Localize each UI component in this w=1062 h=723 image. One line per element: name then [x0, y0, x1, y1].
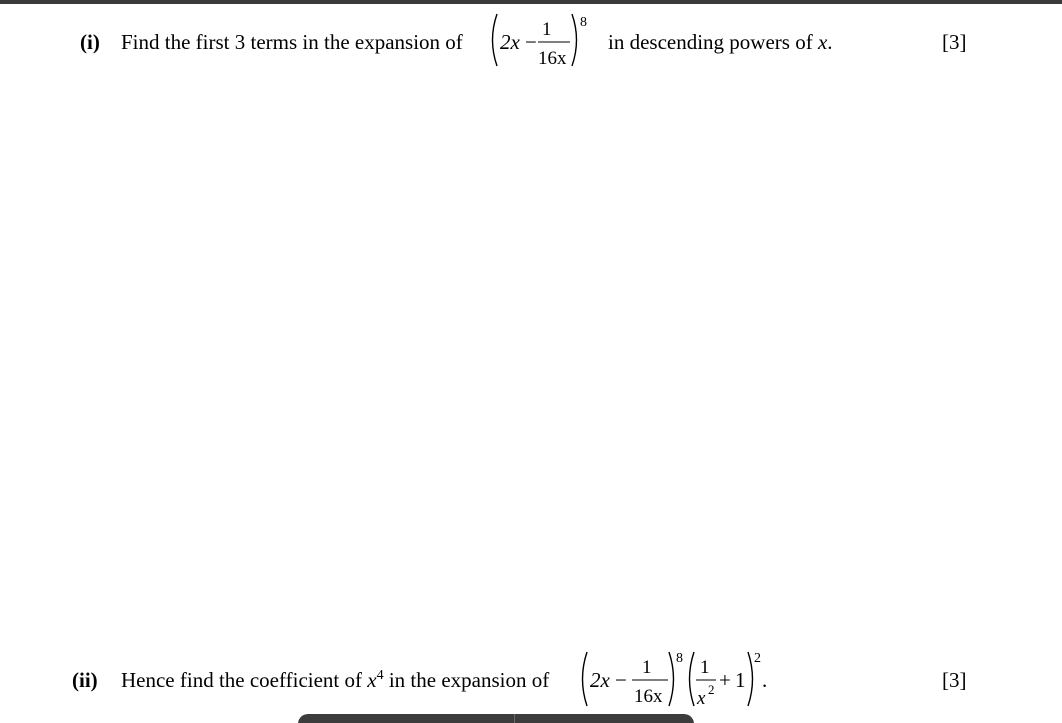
term-2x: 2x	[500, 30, 520, 54]
part-ii-power: 4	[376, 668, 384, 683]
fraction-numerator-1: 1	[642, 657, 652, 678]
plus-sign: +	[719, 668, 731, 692]
part-ii-marks: [3]	[942, 668, 967, 692]
part-i-period: .	[827, 30, 833, 54]
constant-one: 1	[735, 668, 746, 692]
fraction-numerator-2: 1	[700, 657, 710, 678]
minus-sign: −	[615, 668, 627, 692]
part-i-expression	[486, 4, 596, 72]
denominator-2-power: 2	[708, 682, 715, 697]
part-ii-text-before-words: Hence find the coefficient of	[121, 668, 362, 692]
fraction-numerator: 1	[542, 19, 552, 40]
part-ii-expression	[576, 642, 776, 712]
expression-period: .	[762, 668, 768, 692]
part-i-text-after-words: in descending powers of	[608, 30, 813, 54]
exponent-1: 8	[676, 651, 683, 666]
right-paren-2	[748, 652, 753, 706]
fraction-denominator-2: x	[697, 688, 706, 709]
bottom-toolbar[interactable]	[298, 714, 694, 723]
part-i-marks: [3]	[942, 30, 967, 54]
minus-sign: −	[525, 30, 537, 54]
part-i-variable: x	[817, 30, 828, 54]
part-ii-number: (ii)	[72, 668, 98, 692]
exponent-2: 2	[754, 651, 761, 666]
part-i-text-before: Find the first 3 terms in the expansion of	[121, 30, 463, 54]
term-2x: 2x	[590, 668, 610, 692]
left-paren-1	[583, 652, 588, 706]
exponent: 8	[580, 15, 587, 30]
fraction-denominator: 16x	[538, 48, 567, 69]
part-i-text-after	[608, 30, 833, 55]
left-paren	[493, 14, 498, 66]
part-ii-text-before	[121, 668, 549, 693]
right-paren-1	[669, 652, 674, 706]
left-paren-2	[690, 652, 695, 706]
part-ii-text-middle: in the expansion of	[388, 668, 550, 692]
part-i-number: (i)	[80, 30, 100, 54]
right-paren	[572, 14, 577, 66]
fraction-denominator-1: 16x	[634, 686, 663, 707]
toolbar-divider	[514, 714, 515, 723]
part-ii-variable: x	[367, 668, 377, 692]
